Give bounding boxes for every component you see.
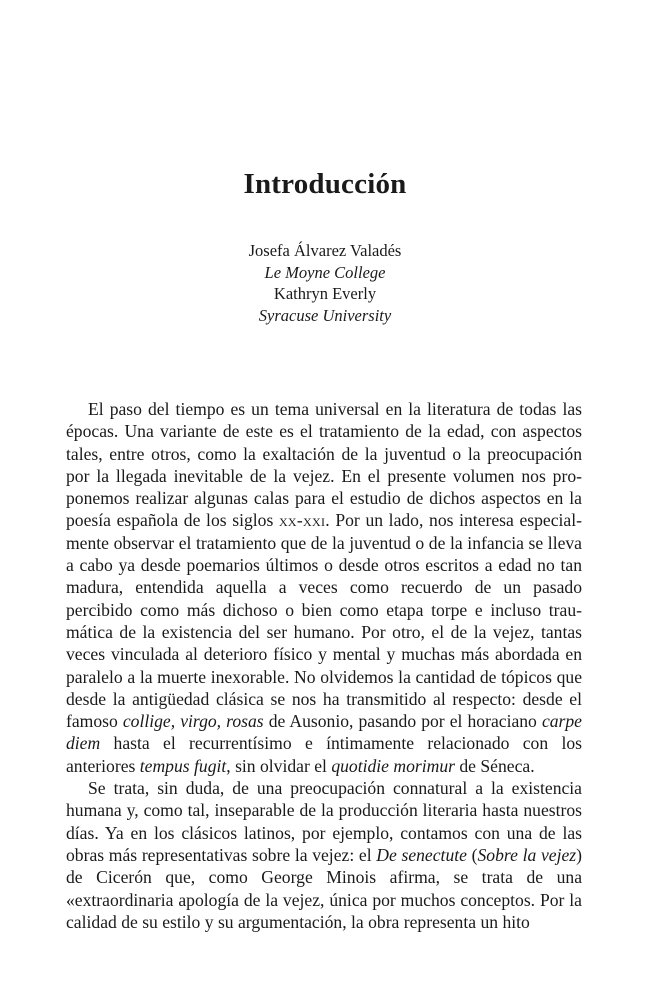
p2-text-1: Se trata, sin duda, de una preocupación connatural a la existencia humana y, como tal, inseparable de la producción literaria hasta nuestros días. Ya en los clásicos latinos, por ejemplo, contamos con una de las obras más representativas sobre la vejez: el	[66, 778, 582, 865]
p2-text-3: ) de Cicerón que, como George Minois afirma, se trata de una «extraordinaria apología de la vejez, única por muchos conceptos. Por la calidad de su estilo y su argumentación, la obra representa un hito	[66, 844, 582, 932]
author-block	[0, 240, 650, 326]
author-name-1: Josefa Álvarez Valadés	[248, 241, 402, 260]
p1-latin-quote-1: collige, virgo, rosas	[122, 711, 264, 732]
paragraph-1	[66, 398, 582, 777]
p1-latin-quote-3: tempus fugit	[139, 755, 227, 776]
p1-centuries: xx-xxi	[278, 510, 326, 531]
chapter-title: Introducción	[243, 168, 407, 200]
author-name-2: Kathryn Everly	[273, 284, 377, 303]
author-affiliation-1: Le Moyne College	[264, 262, 386, 282]
p1-latin-quote-2: carpe diem	[66, 711, 582, 754]
p2-work-title: De senectute	[376, 844, 467, 865]
author-affiliation-2: Syracuse University	[258, 305, 392, 325]
p1-text-1: El paso del tiempo es un tema universal en la literatura de todas las épocas. Una variante de este es el tratamiento de la edad, con aspectos tales, entre otros, como la exaltación de la juventud o la preocupación por la llegada inevitable de la vejez. En el presente volumen nos proponemos realizar algunas calas para el estudio de dichos aspectos en la poesía española de los siglos	[66, 399, 582, 531]
paragraph-2	[66, 777, 582, 933]
p1-text-2: . Por un lado, nos interesa especialmente observar el tratamiento que de la juventud o de la infancia se lleva a cabo ya desde poemarios últimos o desde otros escritos a edad no tan madura, entendida aquella a veces como recuerdo de un pasado percibido como más dichoso o bien como etapa torpe e incluso traumática de la existencia del ser humano. Por otro, el de la vejez, tantas veces vinculada al deterioro físico y mental y muchas más abordada en paralelo a la muerte inexorable. No olvidemos la cantidad de tópicos que desde la antigüedad clásica se nos ha transmitido al respecto: desde el famoso	[66, 510, 582, 732]
p1-text-4: hasta el recurrentísimo e íntimamente relacionado con los anteriores	[66, 733, 582, 776]
body-text	[66, 398, 582, 933]
p2-text-2: (	[466, 844, 478, 865]
p1-text-5: , sin olvidar el	[226, 755, 332, 776]
p2-work-translation: Sobre la vejez	[477, 844, 577, 865]
p1-latin-quote-4: quotidie morimur	[331, 755, 455, 776]
p1-text-6: de Séneca.	[454, 755, 535, 776]
p1-text-3: de Ausonio, pasando por el horaciano	[263, 711, 542, 732]
